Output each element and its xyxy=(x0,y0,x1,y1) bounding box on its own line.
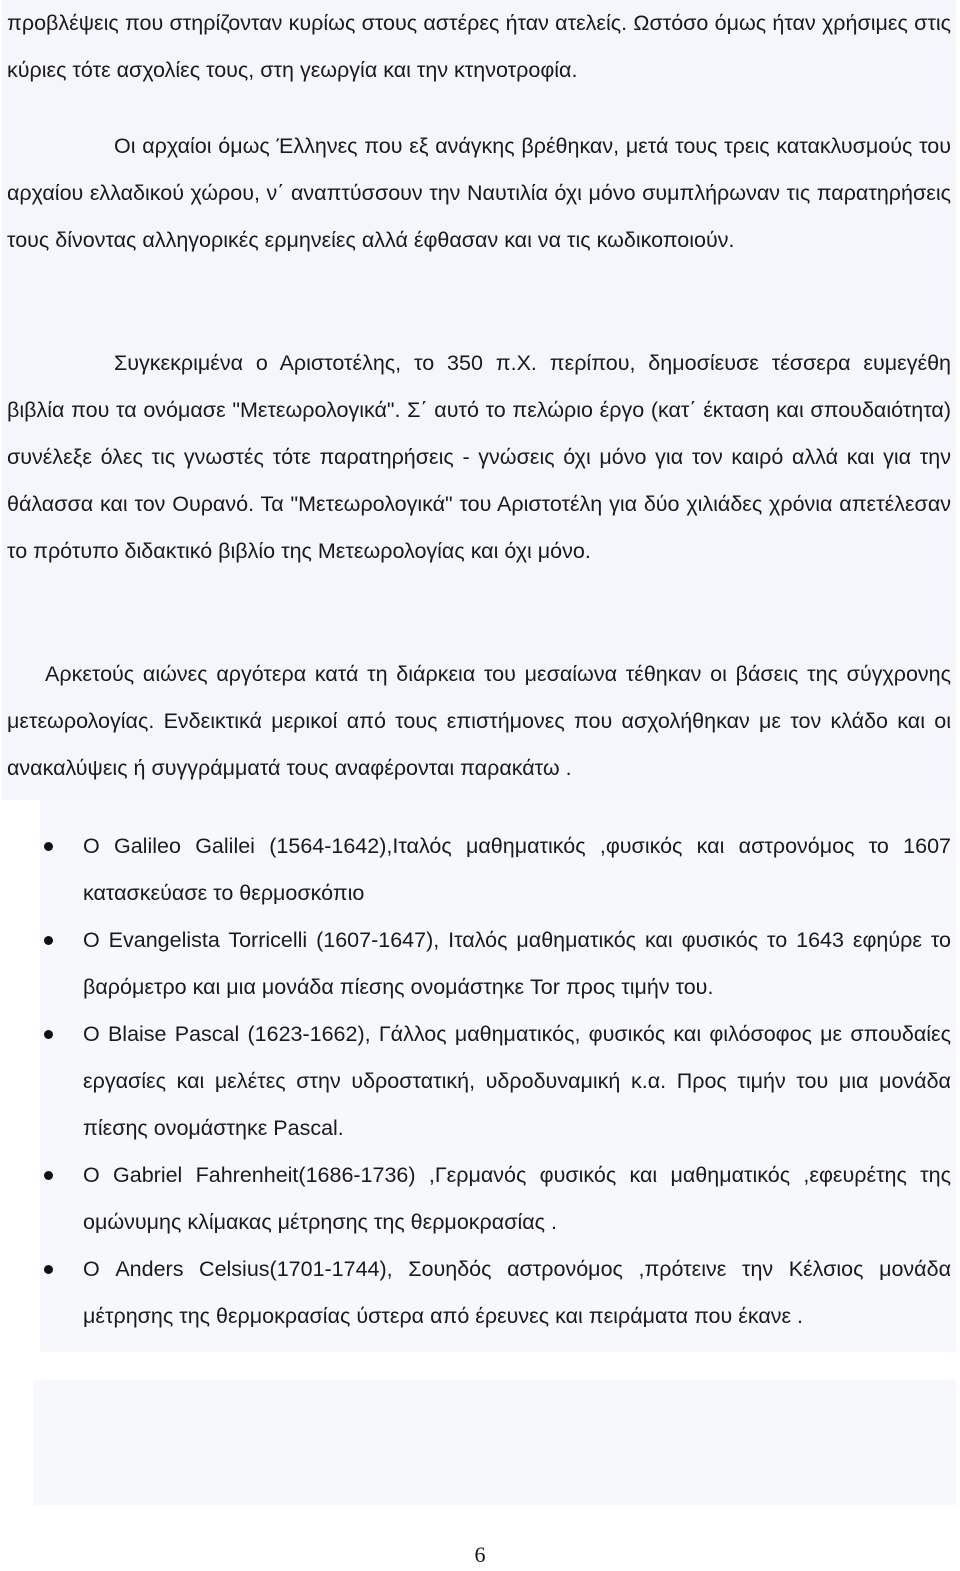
paragraph-intro: προβλέψεις που στηρίζονταν κυρίως στους αστέρες ήταν ατελείς. Ωστόσο όμως ήταν χρήσιμες στις κύριες τότε ασχολίες τους, στη γεωργία και την κτηνοτροφία. xyxy=(7,11,951,82)
paragraph-medieval: Αρκετούς αιώνες αργότερα κατά τη διάρκεια του μεσαίωνα τέθηκαν οι βάσεις της σύγχρονης μετεωρολογίας. Ενδεικτικά μερικοί από τους επιστήμονες που ασχολήθηκαν με τον κλάδο και οι ανακαλύψεις ή συγγράμματά τους αναφέρονται παρακάτω . xyxy=(7,662,951,780)
paragraph-aristotle: Συγκεκριμένα ο Αριστοτέλης, το 350 π.Χ. περίπου, δημοσίευσε τέσσερα ευμεγέθη βιβλία που τα ονόμασε "Μετεωρολογικά". Σ΄ αυτό το πελώριο έργο (κατ΄ έκταση και σπουδαιότητα) συνέλεξε όλες τις γνωστές τότε παρατηρήσεις - γνώσεις όχι μόνο για τον καιρό αλλά και για την θάλασσα και τον Ουρανό. Τα "Μετεωρολογικά" του Αριστοτέλη για δύο χιλιάδες χρόνια απετέλεσαν το πρότυπο διδακτικό βιβλίο της Μετεωρολογίας και όχι μόνο. xyxy=(7,351,951,563)
list-item xyxy=(40,1152,951,1246)
bullet-icon xyxy=(44,842,53,851)
list-item-text: Ο Anders Celsius(1701-1744), Σουηδός αστρονόμος ,πρότεινε την Κέλσιος μονάδα μέτρησης της θερμοκρασίας ύστερα από έρευνες και πειράματα που έκανε . xyxy=(83,1257,951,1328)
bullet-icon xyxy=(44,936,53,945)
list-item-text: Ο Galileo Galilei (1564-1642),Ιταλός μαθηματικός ,φυσικός και αστρονόμος το 1607 κατασκεύασε το θερμοσκόπιο xyxy=(83,834,951,905)
bullet-icon xyxy=(44,1030,53,1039)
bullet-icon xyxy=(44,1171,53,1180)
bullet-icon xyxy=(44,1265,53,1274)
list-item xyxy=(40,823,951,917)
list-item xyxy=(40,917,951,1011)
page-number: 6 xyxy=(474,1542,486,1567)
list-item xyxy=(40,1246,951,1340)
list-item xyxy=(40,1011,951,1152)
list-item-text: Ο Gabriel Fahrenheit(1686-1736) ,Γερμανός φυσικός και μαθηματικός ,εφευρέτης της ομώνυμης κλίμακας μέτρησης της θερμοκρασίας . xyxy=(83,1163,951,1234)
list-item-text: Ο Blaise Pascal (1623-1662), Γάλλος μαθηματικός, φυσικός και φιλόσοφος με σπουδαίες εργασίες και μελέτες στην υδροστατική, υδροδυναμική κ.α. Προς τιμήν του μια μονάδα πίεσης ονομάστηκε Pascal. xyxy=(83,1022,951,1140)
scientists-list xyxy=(40,823,951,1340)
paragraph-ancient-greeks: Οι αρχαίοι όμως Έλληνες που εξ ανάγκης βρέθηκαν, μετά τους τρεις κατακλυσμούς του αρχαίου ελλαδικού χώρου, ν΄ αναπτύσσουν την Ναυτιλία όχι μόνο συμπλήρωναν τις παρατηρήσεις τους δίνοντας αλληγορικές ερμηνείες αλλά έφθασαν και να τις κωδικοποιούν. xyxy=(7,134,951,252)
list-item-text: Ο Evangelista Torricelli (1607-1647), Ιταλός μαθηματικός και φυσικός το 1643 εφηύρε το βαρόμετρο και μια μονάδα πίεσης ονομάστηκε Tor προς τιμήν του. xyxy=(83,928,951,999)
blank-area xyxy=(33,1380,956,1505)
